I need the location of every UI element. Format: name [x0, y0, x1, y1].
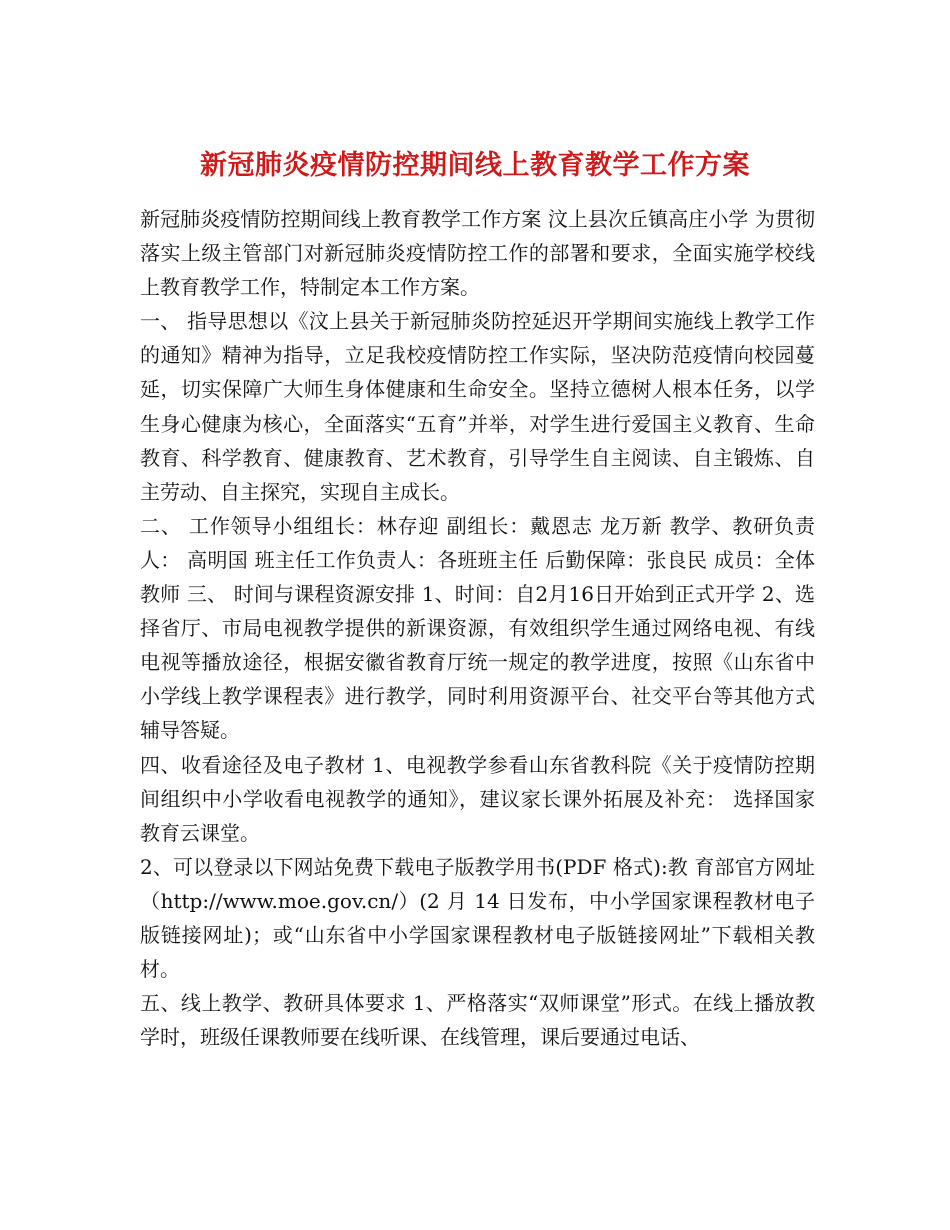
paragraph-leadership-and-schedule: 二、 工作领导小组组长：林存迎 副组长：戴恩志 龙万新 教学、教研负责人： 高明国 班主任工作负责人：各班班主任 后勤保障：张良民 成员：全体教师 三、 时间与课程资源安排 1、时间：自2月16日开始到正式开学 2、选择省厅、市局电视教学提供的新课资源，有效组织学生通过网络电视、有线电视等播放途径，根据安徽省教育厅统一规定的教学进度，按照《山东省中小学线上教学课程表》进行教学，同时利用资源平台、社交平台等其他方式辅导答疑。 — [140, 513, 815, 743]
paragraph-guiding-ideology: 一、 指导思想以《汶上县关于新冠肺炎防控延迟开学期间实施线上教学工作的通知》精神为指导，立足我校疫情防控工作实际，坚决防范疫情向校园蔓延，切实保障广大师生身体健康和生命安全。坚持立德树人根本任务，以学生身心健康为核心，全面落实“五育”并举，对学生进行爱国主义教育、生命教育、科学教育、健康教育、艺术教育，引导学生自主阅读、自主锻炼、自主劳动、自主探究，实现自主成长。 — [140, 309, 815, 504]
paragraph-viewing-channels: 四、收看途径及电子教材 1、电视教学参看山东省教科院《关于疫情防控期间组织中小学收看电视教学的通知》，建议家长课外拓展及补充： 选择国家教育云课堂。 — [140, 752, 815, 845]
paragraph-teaching-requirements: 五、线上教学、教研具体要求 1、严格落实“双师课堂”形式。在线上播放教学时，班级任课教师要在线听课、在线管理，课后要通过电话、 — [140, 991, 815, 1050]
paragraph-electronic-textbooks: 2、可以登录以下网站免费下载电子版教学用书(PDF 格式):教 育部官方网址（http://www.moe.gov.cn/）(2 月 14 日发布，中小学国家课程教材电子版链接网址)；或“山东省中小学国家课程教材电子版链接网址”下载相关教材。 — [140, 854, 815, 982]
document-body — [140, 202, 815, 1054]
document-title: 新冠肺炎疫情防控期间线上教育教学工作方案 — [200, 150, 750, 182]
paragraph-intro: 新冠肺炎疫情防控期间线上教育教学工作方案 汶上县次丘镇高庄小学 为贯彻落实上级主管部门对新冠肺炎疫情防控工作的部署和要求，全面实施学校线上教育教学工作，特制定本工作方案。 — [140, 207, 815, 300]
